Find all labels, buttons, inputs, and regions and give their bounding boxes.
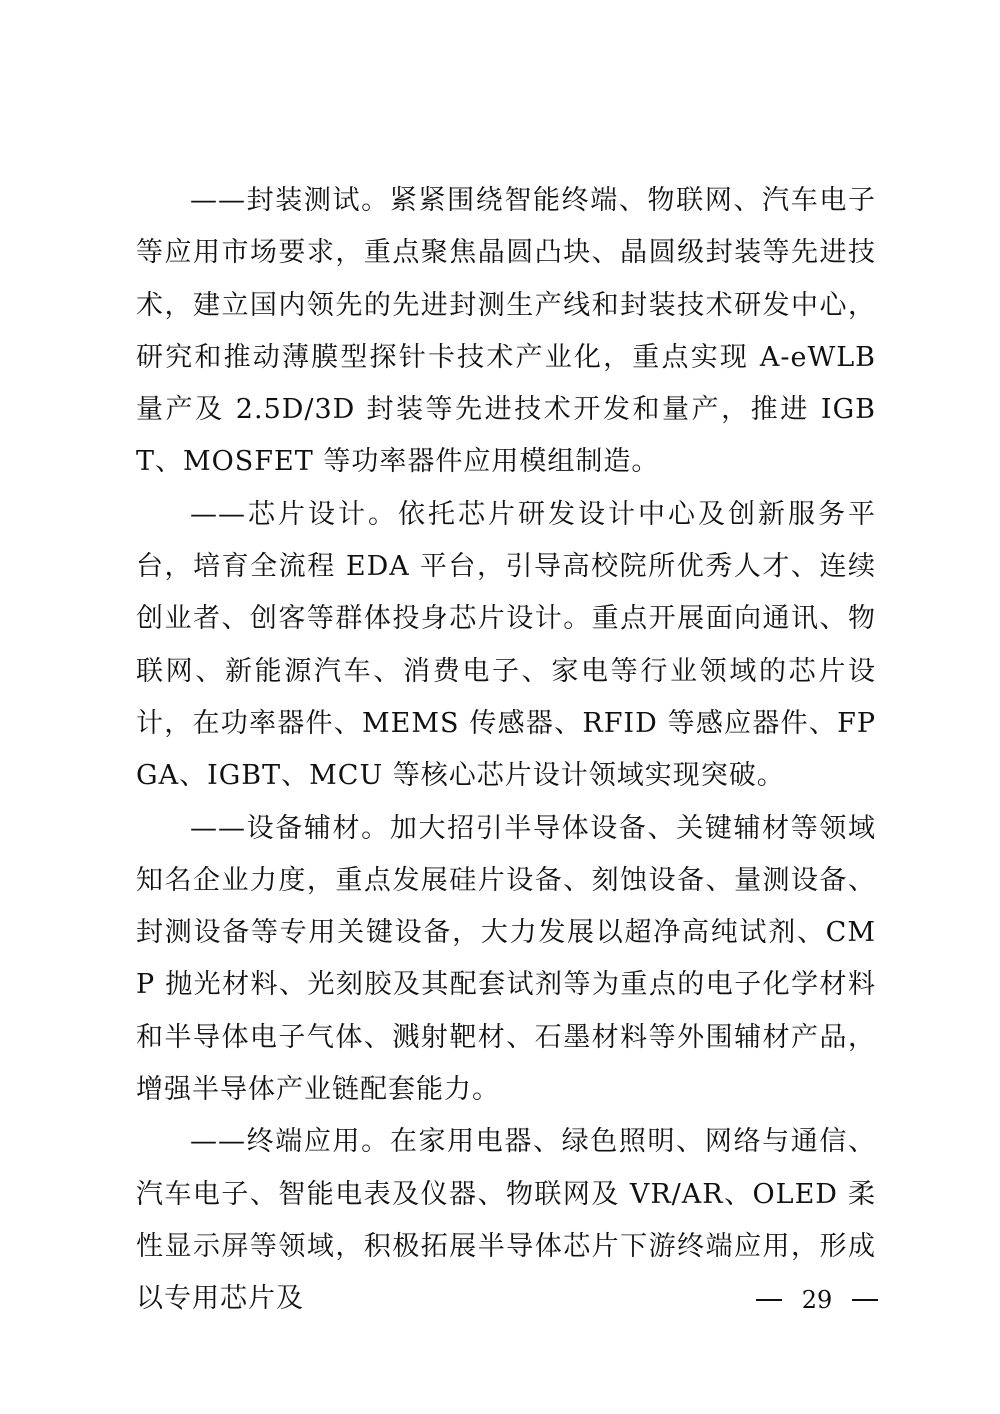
left-dash (756, 1299, 782, 1301)
paragraph-packaging-testing: ——封装测试。紧紧围绕智能终端、物联网、汽车电子等应用市场要求，重点聚焦晶圆凸块、晶圆级封装等先进技术，建立国内领先的先进封测生产线和封装技术研发中心，研究和推动薄膜型探针卡技术产业化，重点实现 A-eWLB 量产及 2.5D/3D 封装等先进技术开发和量产，推进 IGBT、MOSFET 等功率器件应用模组制造。 (136, 185, 876, 478)
right-dash (852, 1299, 878, 1301)
paragraph-equipment-materials: ——设备辅材。加大招引半导体设备、关键辅材等领域知名企业力度，重点发展硅片设备、刻蚀设备、量测设备、封测设备等专用关键设备，大力发展以超净高纯试剂、CMP 抛光材料、光刻胶及其配套试剂等为重点的电子化学材料和半导体电子气体、溅射靶材、石墨材料等外围辅材产品，增强半导体产业链配套能力。 (136, 812, 876, 1106)
paragraph-terminal-applications: ——终端应用。在家用电器、绿色照明、网络与通信、汽车电子、智能电表及仪器、物联网及 VR/AR、OLED 柔性显示屏等领域，积极拓展半导体芯片下游终端应用，形成以专用芯片及 (136, 1126, 876, 1315)
body-text (136, 175, 876, 1326)
paragraph-chip-design: ——芯片设计。依托芯片研发设计中心及创新服务平台，培育全流程 EDA 平台，引导高校院所优秀人才、连续创业者、创客等群体投身芯片设计。重点开展面向通讯、物联网、新能源汽车、消费电子、家电等行业领域的芯片设计，在功率器件、MEMS 传感器、RFID 等感应器件、FPGA、IGBT、MCU 等核心芯片设计领域实现突破。 (136, 498, 876, 792)
page-footer (756, 1283, 878, 1317)
page-number: 29 (801, 1286, 833, 1314)
